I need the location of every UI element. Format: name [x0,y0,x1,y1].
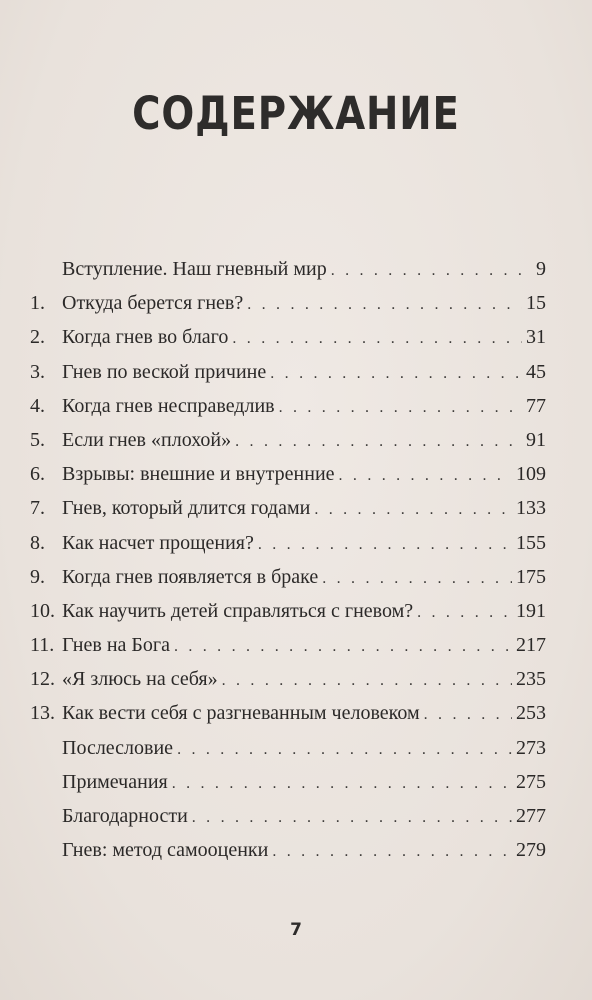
toc-entry-page: 133 [516,497,546,520]
toc-entry-number: 1. [30,292,45,315]
toc-entry-number: 10. [30,599,55,622]
toc-entry [30,491,546,525]
toc-entry [30,286,546,320]
toc-entry-title: Примечания [62,770,168,793]
toc-entry [30,628,546,662]
toc-entry-number: 3. [30,360,45,383]
toc-entry-number: 7. [30,497,45,520]
toc-entry-title: Вступление. Наш гневный мир [62,258,327,280]
toc-entry [30,355,546,389]
toc-entry-number: 9. [30,565,45,588]
dot-leader [258,528,512,562]
toc-entry-title: Гнев на Бога [62,634,170,657]
toc-entry-title: Благодарности [62,805,188,827]
toc-entry-page: 9 [536,258,546,280]
toc-entry [30,833,546,867]
toc-entry-page: 191 [516,599,546,622]
toc-entry-title: Послесловие [62,736,174,759]
toc-entry-number: 4. [30,394,45,417]
dot-leader [232,322,522,356]
dot-leader [272,835,512,869]
table-of-contents [30,252,546,867]
toc-entry-page: 109 [516,463,546,486]
dot-leader [172,767,512,801]
toc-entry [30,457,546,491]
toc-entry-page: 175 [516,565,546,588]
toc-entry-page: 273 [516,736,546,759]
toc-entry-page: 77 [526,394,546,417]
toc-entry-page: 277 [516,805,546,827]
toc-entry-number: 12. [30,668,55,691]
toc-entry-number: 2. [30,326,45,349]
toc-entry-number: 8. [30,531,45,554]
toc-entry [30,526,546,560]
toc-entry [30,320,546,354]
toc-entry-title: Гнев: метод самооценки [62,839,269,862]
toc-entry [30,696,546,730]
toc-entry-title: Гнев, который длится годами [62,497,311,520]
toc-entry-title: Откуда берется гнев? [62,292,244,315]
toc-entry-title: «Я злюсь на себя» [62,668,218,691]
toc-entry-page: 217 [516,634,546,657]
toc-entry-number: 6. [30,463,45,486]
dot-leader [339,459,512,493]
toc-entry [30,389,546,423]
dot-leader [424,698,512,732]
page-title: СОДЕРЖАНИЕ [132,87,460,140]
toc-entry [30,799,546,833]
toc-entry-title: Когда гнев появляется в браке [62,565,319,588]
page-number: 7 [290,920,302,940]
toc-entry-page: 235 [516,668,546,691]
dot-leader [314,493,512,527]
dot-leader [417,596,512,630]
toc-entry-title: Когда гнев во благо [62,326,229,349]
toc-entry-page: 253 [516,702,546,725]
toc-entry [30,423,546,457]
dot-leader [192,801,512,835]
dot-leader [235,425,522,459]
toc-entry-page: 15 [526,292,546,315]
toc-entry-title: Как вести себя с разгневанным человеком [62,702,420,725]
toc-entry [30,252,546,286]
toc-entry-page: 275 [516,770,546,793]
toc-entry-title: Гнев по веской причине [62,360,267,383]
toc-entry-title: Как насчет прощения? [62,531,254,554]
toc-entry-number: 11. [30,634,55,657]
toc-entry-page: 279 [516,839,546,862]
toc-entry [30,731,546,765]
dot-leader [270,357,522,391]
toc-entry-page: 155 [516,531,546,554]
dot-leader [177,733,512,767]
toc-entry-title: Когда гнев несправедлив [62,394,275,417]
dot-leader [222,664,512,698]
toc-entry-number: 13. [30,702,55,725]
toc-entry-page: 91 [526,428,546,451]
dot-leader [174,630,512,664]
toc-entry [30,560,546,594]
toc-entry [30,662,546,696]
toc-entry-number: 5. [30,428,45,451]
toc-entry-page: 31 [526,326,546,349]
toc-entry [30,765,546,799]
dot-leader [279,391,522,425]
toc-entry-title: Взрывы: внешние и внутренние [62,463,335,486]
toc-entry [30,594,546,628]
dot-leader [247,288,522,322]
toc-entry-title: Как научить детей справляться с гневом? [62,599,414,622]
dot-leader [322,562,512,596]
toc-entry-title: Если гнев «плохой» [62,428,232,451]
dot-leader [331,254,532,288]
toc-entry-page: 45 [526,360,546,383]
